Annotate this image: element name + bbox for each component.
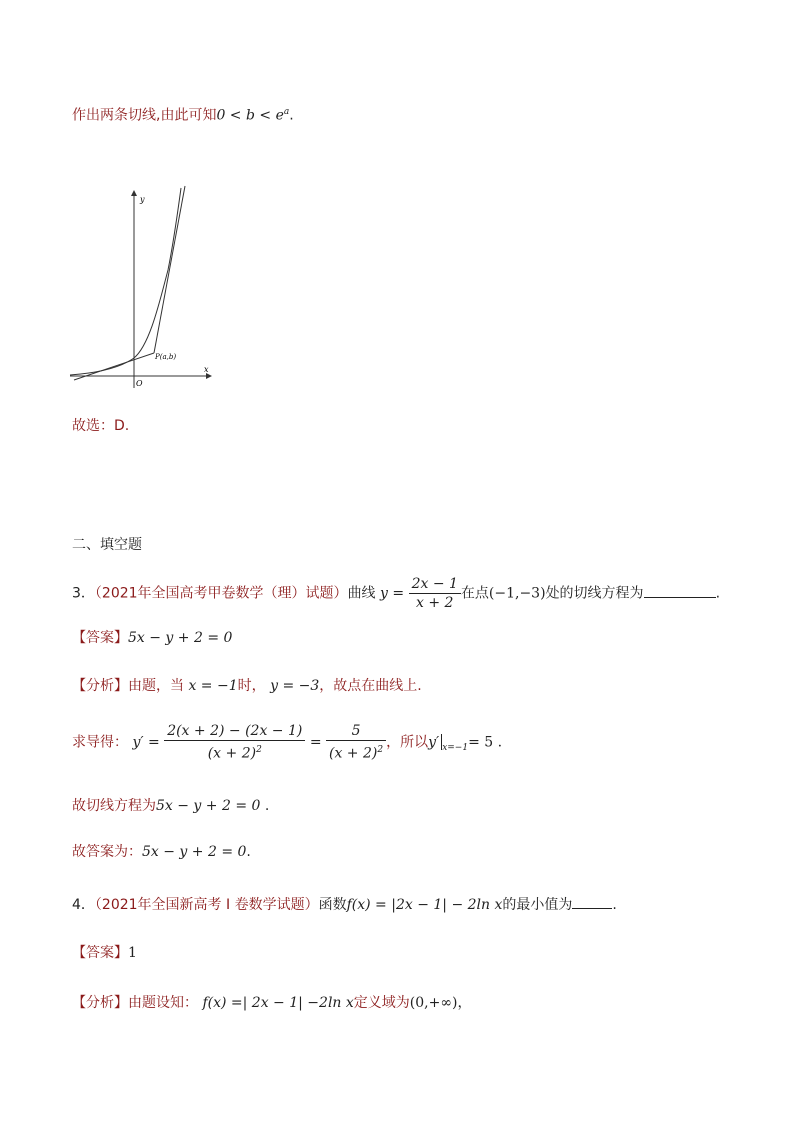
q3-point: (−1,−3) xyxy=(488,585,546,602)
q3-end: . xyxy=(715,585,721,602)
f3-math-2: y = −3 xyxy=(270,678,320,694)
q3-source: （2021年全国高考甲卷数学（理）试题） xyxy=(94,585,348,602)
exp-curve xyxy=(70,188,181,375)
intro-end: . xyxy=(289,107,294,124)
q3-text-3: 处的切线方程为 xyxy=(545,585,644,602)
f3-math-1: x = −1 xyxy=(188,678,238,694)
q4-end: . xyxy=(612,897,617,913)
q4-number: 4． xyxy=(72,897,95,913)
answer-3 xyxy=(72,628,232,648)
d3-frac1-num: 2(x + 2) − (2x − 1) xyxy=(167,723,303,739)
tangent-graph xyxy=(68,180,218,395)
f4-tag: 【分析】 xyxy=(72,995,128,1011)
intro-math: 0 < b < e xyxy=(216,107,284,124)
d3-fraction-1 xyxy=(164,722,305,763)
q3-y: y = xyxy=(380,585,405,602)
question-4 xyxy=(72,894,617,915)
section-title: 二、填空题 xyxy=(72,537,142,553)
q4-text-2: 的最小值为 xyxy=(502,897,573,913)
q3-text-1: 曲线 xyxy=(347,585,376,602)
d3-frac2-den xyxy=(326,740,386,763)
question-3 xyxy=(72,575,720,611)
f4-math-2: (0,+∞) xyxy=(409,995,458,1011)
f4-text-1: 由题设知： xyxy=(128,995,198,1011)
d3-frac1-den-sup: 2 xyxy=(256,745,262,755)
l3-text: 故切线方程为 xyxy=(72,798,156,814)
d3-equals: = xyxy=(309,734,322,751)
ans3-end: . xyxy=(246,844,251,860)
q3-text-2: 在点 xyxy=(460,585,489,602)
a4-value: 1 xyxy=(128,945,137,961)
a3-tag: 【答案】 xyxy=(72,630,128,646)
d3-yprime-2: y′ xyxy=(428,734,440,751)
tangent-line-2 xyxy=(154,186,185,353)
a4-tag: 【答案】 xyxy=(72,945,128,961)
a3-value: 5x − y + 2 = 0 xyxy=(128,630,233,646)
x-axis-label: x xyxy=(204,365,209,374)
y-axis-label: y xyxy=(140,195,145,204)
f4-text-2: 定义域为 xyxy=(353,995,410,1011)
d3-frac2-num: 5 xyxy=(351,723,361,739)
derivative-line xyxy=(72,722,502,768)
final-answer-3 xyxy=(72,842,251,862)
q3-fraction xyxy=(409,575,461,612)
tangent-eq-line xyxy=(72,796,269,816)
l3-math: 5x − y + 2 = 0 xyxy=(156,798,261,814)
ans3-text: 故答案为： xyxy=(72,844,142,860)
intro-sup: a xyxy=(283,107,290,117)
q3-frac-den: x + 2 xyxy=(409,593,461,612)
q3-number: 3． xyxy=(72,585,95,602)
l3-end: . xyxy=(260,798,270,814)
q4-math: f(x) = |2x − 1| − 2ln x xyxy=(346,897,503,913)
d3-fraction-2 xyxy=(326,722,386,763)
intro-line xyxy=(72,102,294,126)
f3-tag: 【分析】 xyxy=(72,678,128,694)
intro-text: 作出两条切线,由此可知 xyxy=(72,107,217,124)
y-axis-arrow xyxy=(131,190,137,196)
origin-label: O xyxy=(136,379,143,388)
answer-4 xyxy=(72,943,137,963)
q4-blank xyxy=(572,894,612,909)
f3-text-3: ，故点在曲线上. xyxy=(319,678,422,694)
f4-math: f(x) =| 2x − 1| −2ln x xyxy=(202,995,354,1011)
analysis-3 xyxy=(72,676,422,696)
d3-yprime: y′ = xyxy=(132,734,160,751)
q3-frac-num: 2x − 1 xyxy=(411,576,458,592)
d3-text-2: ，所以 xyxy=(386,734,429,751)
f3-text-2: 时， xyxy=(237,678,266,694)
f3-text-1: 由题，当 xyxy=(128,678,184,694)
answer-choice: 故选：D. xyxy=(72,418,130,434)
d3-frac2-den-sup: 2 xyxy=(377,745,384,755)
d3-frac1-den xyxy=(164,740,305,763)
point-label: P(a,b) xyxy=(155,353,177,361)
ans3-math: 5x − y + 2 = 0 xyxy=(142,844,247,860)
d3-subscript: x=−1 xyxy=(442,743,469,754)
f4-end: ， xyxy=(457,995,472,1011)
d3-text-1: 求导得： xyxy=(72,734,128,751)
q4-text-1: 函数 xyxy=(318,897,347,913)
d3-frac1-den-base: (x + 2) xyxy=(207,745,257,762)
q4-source: （2021年全国新高考 I 卷数学试题） xyxy=(94,897,319,913)
q3-blank xyxy=(644,583,716,598)
d3-frac2-den-base: (x + 2) xyxy=(329,745,378,762)
analysis-4 xyxy=(72,993,471,1013)
d3-text-3: = 5 . xyxy=(468,734,503,751)
